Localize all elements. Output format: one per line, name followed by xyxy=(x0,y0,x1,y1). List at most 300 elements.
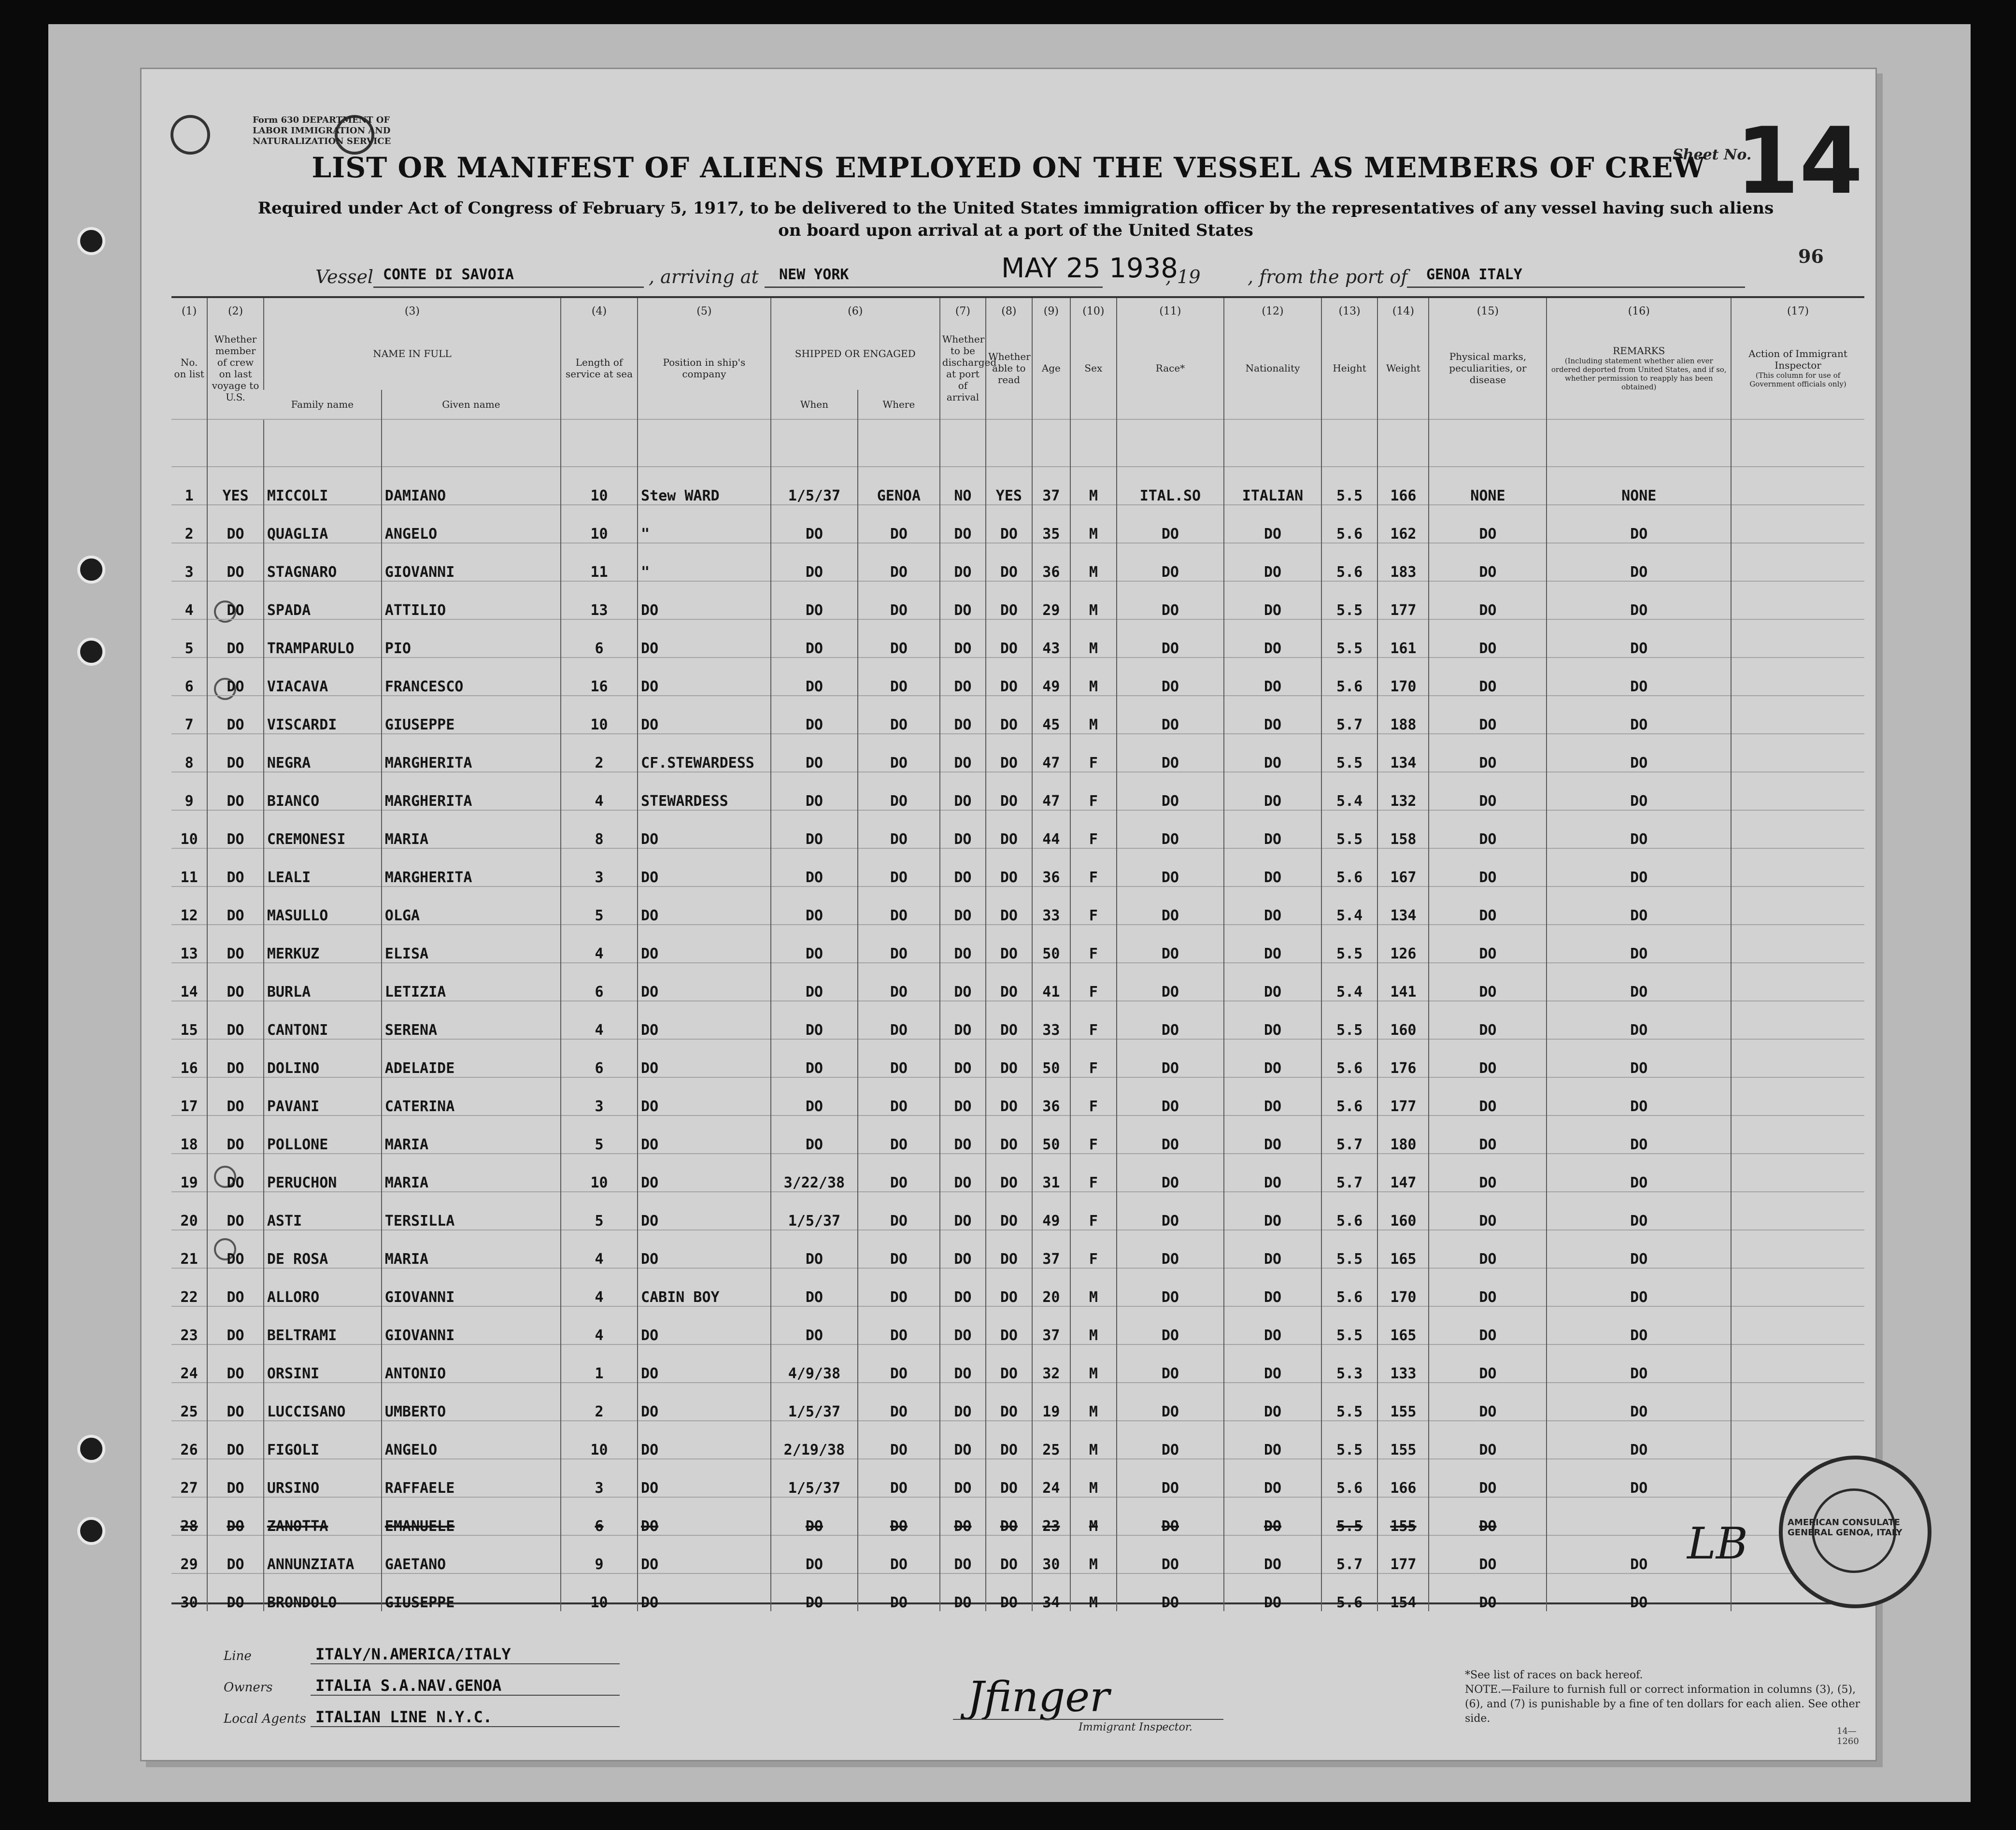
table-row xyxy=(171,848,1864,886)
cell-sex: F xyxy=(1070,1039,1116,1077)
cell-action xyxy=(1731,1421,1864,1459)
cell-where: DO xyxy=(858,1268,940,1306)
table-row xyxy=(171,1573,1864,1611)
cell-where: DO xyxy=(858,1001,940,1039)
cell-position: DO xyxy=(638,1306,771,1344)
cell-disch: DO xyxy=(940,925,986,963)
cell-marks: DO xyxy=(1429,505,1547,543)
cell-race: DO xyxy=(1117,925,1224,963)
cell-read: DO xyxy=(986,696,1032,734)
column-number-row xyxy=(171,298,1864,317)
cell-family: DOLINO xyxy=(264,1039,382,1077)
cell-marks: DO xyxy=(1429,1535,1547,1573)
cell-no: 24 xyxy=(171,1344,207,1383)
blank-cell xyxy=(1032,419,1071,467)
cell-sex: M xyxy=(1070,1497,1116,1535)
cell-no: 13 xyxy=(171,925,207,963)
table-row xyxy=(171,581,1864,619)
owners-value: ITALIA S.A.NAV.GENOA xyxy=(315,1676,502,1695)
cell-nat: DO xyxy=(1224,1573,1321,1611)
cell-weight: 155 xyxy=(1377,1383,1429,1421)
cell-position: DO xyxy=(638,1077,771,1115)
cell-sex: M xyxy=(1070,1383,1116,1421)
cell-position: DO xyxy=(638,1573,771,1611)
cell-position: DO xyxy=(638,1535,771,1573)
cell-action xyxy=(1731,1001,1864,1039)
cell-read: DO xyxy=(986,1039,1032,1077)
cell-position: DO xyxy=(638,925,771,963)
col-num: (7) xyxy=(940,298,986,317)
cell-height: 5.6 xyxy=(1321,543,1378,581)
cell-sex: F xyxy=(1070,1192,1116,1230)
cell-prev: DO xyxy=(207,1497,264,1535)
cell-given: DAMIANO xyxy=(382,467,561,505)
cell-service: 3 xyxy=(561,848,638,886)
cell-where: DO xyxy=(858,1039,940,1077)
cell-no: 22 xyxy=(171,1268,207,1306)
cell-height: 5.7 xyxy=(1321,1535,1378,1573)
cell-nat: DO xyxy=(1224,696,1321,734)
cell-remarks: DO xyxy=(1547,696,1731,734)
cell-age: 44 xyxy=(1032,810,1071,848)
cell-age: 31 xyxy=(1032,1154,1071,1192)
cell-family: DE ROSA xyxy=(264,1230,382,1268)
cell-read: DO xyxy=(986,1077,1032,1115)
cell-where: DO xyxy=(858,925,940,963)
cell-age: 36 xyxy=(1032,1077,1071,1115)
cell-given: ADELAIDE xyxy=(382,1039,561,1077)
cell-action xyxy=(1731,1268,1864,1306)
cell-weight: 155 xyxy=(1377,1497,1429,1535)
cell-weight: 160 xyxy=(1377,1192,1429,1230)
cell-nat: DO xyxy=(1224,543,1321,581)
cell-weight: 160 xyxy=(1377,1001,1429,1039)
col-num: (9) xyxy=(1032,298,1071,317)
blank-cell xyxy=(207,419,264,467)
cell-family: ZANOTTA xyxy=(264,1497,382,1535)
header-height: Height xyxy=(1321,317,1378,419)
cell-given: TERSILLA xyxy=(382,1192,561,1230)
cell-service: 2 xyxy=(561,734,638,772)
cell-family: MASULLO xyxy=(264,886,382,925)
cell-marks: DO xyxy=(1429,1306,1547,1344)
cell-when: DO xyxy=(771,925,858,963)
cell-where: DO xyxy=(858,658,940,696)
cell-given: SERENA xyxy=(382,1001,561,1039)
cell-prev: DO xyxy=(207,1306,264,1344)
cell-when: DO xyxy=(771,1535,858,1573)
cell-service: 4 xyxy=(561,1001,638,1039)
cell-position: CABIN BOY xyxy=(638,1268,771,1306)
cell-read: DO xyxy=(986,1421,1032,1459)
cell-nat: ITALIAN xyxy=(1224,467,1321,505)
cell-height: 5.6 xyxy=(1321,1077,1378,1115)
cell-weight: 133 xyxy=(1377,1344,1429,1383)
cell-weight: 188 xyxy=(1377,696,1429,734)
cell-family: URSINO xyxy=(264,1459,382,1497)
blank-cell xyxy=(382,419,561,467)
cell-nat: DO xyxy=(1224,886,1321,925)
cell-weight: 167 xyxy=(1377,848,1429,886)
cell-prev: DO xyxy=(207,505,264,543)
cell-disch: DO xyxy=(940,543,986,581)
cell-service: 4 xyxy=(561,925,638,963)
cell-action xyxy=(1731,1115,1864,1154)
cell-when: DO xyxy=(771,772,858,810)
table-row xyxy=(171,1077,1864,1115)
cell-nat: DO xyxy=(1224,1001,1321,1039)
blank-cell xyxy=(1377,419,1429,467)
cell-marks: DO xyxy=(1429,1115,1547,1154)
cell-family: MICCOLI xyxy=(264,467,382,505)
cell-nat: DO xyxy=(1224,619,1321,658)
table-row xyxy=(171,658,1864,696)
cell-where: DO xyxy=(858,963,940,1001)
cell-nat: DO xyxy=(1224,1230,1321,1268)
cell-marks: DO xyxy=(1429,772,1547,810)
blank-cell xyxy=(1070,419,1116,467)
cell-sex: M xyxy=(1070,467,1116,505)
table-row xyxy=(171,543,1864,581)
cell-where: DO xyxy=(858,772,940,810)
cell-height: 5.5 xyxy=(1321,1230,1378,1268)
table-row xyxy=(171,963,1864,1001)
cell-nat: DO xyxy=(1224,1039,1321,1077)
cell-when: DO xyxy=(771,1306,858,1344)
cell-prev: DO xyxy=(207,1421,264,1459)
cell-service: 10 xyxy=(561,1154,638,1192)
cell-marks: DO xyxy=(1429,696,1547,734)
cell-family: LEALI xyxy=(264,848,382,886)
cell-no: 10 xyxy=(171,810,207,848)
cell-no: 7 xyxy=(171,696,207,734)
cell-where: DO xyxy=(858,1154,940,1192)
col-num: (11) xyxy=(1117,298,1224,317)
cell-nat: DO xyxy=(1224,848,1321,886)
cell-height: 5.6 xyxy=(1321,658,1378,696)
col-num: (15) xyxy=(1429,298,1547,317)
cell-prev: DO xyxy=(207,1230,264,1268)
cell-weight: 134 xyxy=(1377,734,1429,772)
cell-age: 47 xyxy=(1032,734,1071,772)
cell-height: 5.5 xyxy=(1321,619,1378,658)
cell-service: 5 xyxy=(561,1192,638,1230)
crew-table-wrap xyxy=(171,296,1864,1611)
cell-read: DO xyxy=(986,1573,1032,1611)
cell-disch: DO xyxy=(940,734,986,772)
cell-prev: DO xyxy=(207,886,264,925)
cell-position: DO xyxy=(638,581,771,619)
cell-weight: 134 xyxy=(1377,886,1429,925)
table-row xyxy=(171,810,1864,848)
crew-table xyxy=(171,298,1864,1611)
cell-remarks: DO xyxy=(1547,1192,1731,1230)
cell-when: 1/5/37 xyxy=(771,1383,858,1421)
cell-sex: F xyxy=(1070,1154,1116,1192)
cell-height: 5.5 xyxy=(1321,734,1378,772)
cell-weight: 165 xyxy=(1377,1230,1429,1268)
cell-disch: DO xyxy=(940,1154,986,1192)
blank-cell xyxy=(858,419,940,467)
cell-race: DO xyxy=(1117,1001,1224,1039)
cell-position: DO xyxy=(638,810,771,848)
cell-age: 29 xyxy=(1032,581,1071,619)
cell-disch: NO xyxy=(940,467,986,505)
cell-disch: DO xyxy=(940,1230,986,1268)
cell-service: 10 xyxy=(561,1573,638,1611)
header-action xyxy=(1731,317,1864,419)
cell-remarks: DO xyxy=(1547,1039,1731,1077)
header-name-in-full: NAME IN FULL xyxy=(264,317,561,390)
cell-height: 5.7 xyxy=(1321,1115,1378,1154)
cell-nat: DO xyxy=(1224,772,1321,810)
date-stamp: MAY 25 1938 xyxy=(1001,253,1178,284)
cell-race: DO xyxy=(1117,543,1224,581)
col-num: (4) xyxy=(561,298,638,317)
cell-where: DO xyxy=(858,1421,940,1459)
cell-sex: F xyxy=(1070,772,1116,810)
cell-sex: F xyxy=(1070,734,1116,772)
cell-nat: DO xyxy=(1224,810,1321,848)
cell-nat: DO xyxy=(1224,734,1321,772)
cell-where: DO xyxy=(858,886,940,925)
cell-position: STEWARDESS xyxy=(638,772,771,810)
cell-no: 9 xyxy=(171,772,207,810)
cell-given: ANGELO xyxy=(382,1421,561,1459)
cell-read: DO xyxy=(986,658,1032,696)
cell-service: 1 xyxy=(561,1344,638,1383)
cell-race: DO xyxy=(1117,1230,1224,1268)
cell-remarks: DO xyxy=(1547,734,1731,772)
cell-service: 4 xyxy=(561,1268,638,1306)
cell-race: DO xyxy=(1117,658,1224,696)
cell-read: DO xyxy=(986,772,1032,810)
table-row xyxy=(171,1344,1864,1383)
cell-service: 3 xyxy=(561,1459,638,1497)
cell-remarks: DO xyxy=(1547,810,1731,848)
cell-height: 5.6 xyxy=(1321,1039,1378,1077)
table-row xyxy=(171,1268,1864,1306)
blank-cell xyxy=(171,419,207,467)
cell-height: 5.5 xyxy=(1321,581,1378,619)
table-row xyxy=(171,467,1864,505)
cell-age: 37 xyxy=(1032,1230,1071,1268)
cell-when: DO xyxy=(771,619,858,658)
blank-cell xyxy=(561,419,638,467)
cell-nat: DO xyxy=(1224,1154,1321,1192)
cell-where: DO xyxy=(858,734,940,772)
cell-no: 8 xyxy=(171,734,207,772)
cell-remarks: DO xyxy=(1547,772,1731,810)
table-row xyxy=(171,886,1864,925)
cell-when: 1/5/37 xyxy=(771,467,858,505)
cell-family: STAGNARO xyxy=(264,543,382,581)
cell-when: 1/5/37 xyxy=(771,1459,858,1497)
cell-no: 3 xyxy=(171,543,207,581)
cell-height: 5.5 xyxy=(1321,1306,1378,1344)
cell-service: 16 xyxy=(561,658,638,696)
blank-cell xyxy=(1547,419,1731,467)
cell-read: DO xyxy=(986,810,1032,848)
cell-nat: DO xyxy=(1224,1344,1321,1383)
cell-race: DO xyxy=(1117,1306,1224,1344)
cell-service: 13 xyxy=(561,581,638,619)
cell-nat: DO xyxy=(1224,505,1321,543)
sheet-number: 14 xyxy=(1735,108,1863,214)
cell-sex: F xyxy=(1070,1001,1116,1039)
line-value: ITALY/N.AMERICA/ITALY xyxy=(315,1645,511,1663)
cell-race: ITAL.SO xyxy=(1117,467,1224,505)
crew-table-body xyxy=(171,419,1864,1611)
cell-disch: DO xyxy=(940,1268,986,1306)
cell-race: DO xyxy=(1117,1192,1224,1230)
cell-action xyxy=(1731,696,1864,734)
cell-prev: DO xyxy=(207,734,264,772)
cell-given: GIUSEPPE xyxy=(382,1573,561,1611)
page-subtitle: Required under Act of Congress of February 5, 1917, to be delivered to the United States immigration officer by the representatives of any vessel having such aliens on board upon arrival at a port of the United States xyxy=(257,199,1774,240)
cell-height: 5.7 xyxy=(1321,696,1378,734)
cell-age: 50 xyxy=(1032,1039,1071,1077)
cell-height: 5.6 xyxy=(1321,1192,1378,1230)
cell-height: 5.4 xyxy=(1321,963,1378,1001)
cell-read: DO xyxy=(986,1344,1032,1383)
cell-given: LETIZIA xyxy=(382,963,561,1001)
cell-service: 2 xyxy=(561,1383,638,1421)
cell-where: DO xyxy=(858,1306,940,1344)
cell-where: DO xyxy=(858,1535,940,1573)
cell-prev: DO xyxy=(207,581,264,619)
cell-read: DO xyxy=(986,1383,1032,1421)
cell-sex: F xyxy=(1070,1115,1116,1154)
cell-where: DO xyxy=(858,1573,940,1611)
cell-weight: 166 xyxy=(1377,1459,1429,1497)
cell-action xyxy=(1731,1306,1864,1344)
cell-no: 17 xyxy=(171,1077,207,1115)
cell-weight: 176 xyxy=(1377,1039,1429,1077)
cell-race: DO xyxy=(1117,886,1224,925)
cell-no: 25 xyxy=(171,1383,207,1421)
agents-value: ITALIAN LINE N.Y.C. xyxy=(315,1708,493,1726)
binder-hole xyxy=(77,227,105,255)
binder-hole xyxy=(77,1517,105,1545)
cell-given: MARGHERITA xyxy=(382,734,561,772)
cell-no: 18 xyxy=(171,1115,207,1154)
cell-prev: DO xyxy=(207,1077,264,1115)
cell-family: VISCARDI xyxy=(264,696,382,734)
header-when: When xyxy=(771,390,858,419)
cell-position: DO xyxy=(638,963,771,1001)
cell-disch: DO xyxy=(940,1001,986,1039)
spacer-row xyxy=(171,419,1864,467)
cell-race: DO xyxy=(1117,734,1224,772)
cell-age: 41 xyxy=(1032,963,1071,1001)
cell-service: 6 xyxy=(561,619,638,658)
cell-read: DO xyxy=(986,1192,1032,1230)
cell-nat: DO xyxy=(1224,658,1321,696)
cell-family: PAVANI xyxy=(264,1077,382,1115)
cell-family: BURLA xyxy=(264,963,382,1001)
header-weight: Weight xyxy=(1377,317,1429,419)
cell-prev: DO xyxy=(207,658,264,696)
cell-age: 36 xyxy=(1032,848,1071,886)
cell-marks: DO xyxy=(1429,1383,1547,1421)
cell-weight: 155 xyxy=(1377,1421,1429,1459)
cell-service: 10 xyxy=(561,696,638,734)
header-discharged: Whether to be discharged at port of arrival xyxy=(940,317,986,419)
cell-when: DO xyxy=(771,1039,858,1077)
cell-marks: DO xyxy=(1429,1039,1547,1077)
cell-given: GAETANO xyxy=(382,1535,561,1573)
cell-disch: DO xyxy=(940,619,986,658)
cell-age: 47 xyxy=(1032,772,1071,810)
cell-action xyxy=(1731,1383,1864,1421)
cell-family: BRONDOLO xyxy=(264,1573,382,1611)
cell-family: CANTONI xyxy=(264,1001,382,1039)
cell-action xyxy=(1731,1192,1864,1230)
cell-given: MARGHERITA xyxy=(382,772,561,810)
cell-height: 5.5 xyxy=(1321,1421,1378,1459)
cell-action xyxy=(1731,505,1864,543)
cell-race: DO xyxy=(1117,1573,1224,1611)
cell-nat: DO xyxy=(1224,1077,1321,1115)
cell-where: DO xyxy=(858,581,940,619)
cell-marks: DO xyxy=(1429,619,1547,658)
cell-position: DO xyxy=(638,1001,771,1039)
cell-marks: DO xyxy=(1429,1230,1547,1268)
department-seal-icon xyxy=(170,115,210,155)
cell-marks: DO xyxy=(1429,1077,1547,1115)
cell-when: 1/5/37 xyxy=(771,1192,858,1230)
cell-height: 5.4 xyxy=(1321,886,1378,925)
cell-read: DO xyxy=(986,925,1032,963)
cell-position: DO xyxy=(638,1497,771,1535)
cell-height: 5.6 xyxy=(1321,1459,1378,1497)
cell-disch: DO xyxy=(940,848,986,886)
cell-family: ORSINI xyxy=(264,1344,382,1383)
footer xyxy=(170,1630,1861,1745)
vessel-label: Vessel xyxy=(315,266,374,287)
cell-when: 4/9/38 xyxy=(771,1344,858,1383)
cell-disch: DO xyxy=(940,1459,986,1497)
cell-disch: DO xyxy=(940,1497,986,1535)
cell-sex: M xyxy=(1070,1344,1116,1383)
cell-disch: DO xyxy=(940,581,986,619)
header-remarks-title: REMARKS xyxy=(1613,345,1665,357)
cell-service: 5 xyxy=(561,886,638,925)
cell-age: 32 xyxy=(1032,1344,1071,1383)
cell-where: DO xyxy=(858,1344,940,1383)
arriving-port: NEW YORK xyxy=(779,266,849,283)
cell-nat: DO xyxy=(1224,1497,1321,1535)
blank-cell xyxy=(1321,419,1378,467)
cell-sex: M xyxy=(1070,1268,1116,1306)
cell-height: 5.5 xyxy=(1321,1383,1378,1421)
cell-action xyxy=(1731,1154,1864,1192)
cell-when: DO xyxy=(771,1001,858,1039)
cell-given: RAFFAELE xyxy=(382,1459,561,1497)
table-row xyxy=(171,1115,1864,1154)
cell-read: DO xyxy=(986,1230,1032,1268)
cell-age: 37 xyxy=(1032,467,1071,505)
cell-race: DO xyxy=(1117,1421,1224,1459)
cell-weight: 170 xyxy=(1377,658,1429,696)
cell-family: TRAMPARULO xyxy=(264,619,382,658)
cell-disch: DO xyxy=(940,1421,986,1459)
cell-prev: DO xyxy=(207,1001,264,1039)
arriving-label: , arriving at xyxy=(649,266,759,287)
cell-height: 5.6 xyxy=(1321,848,1378,886)
header-family-name: Family name xyxy=(291,399,354,410)
